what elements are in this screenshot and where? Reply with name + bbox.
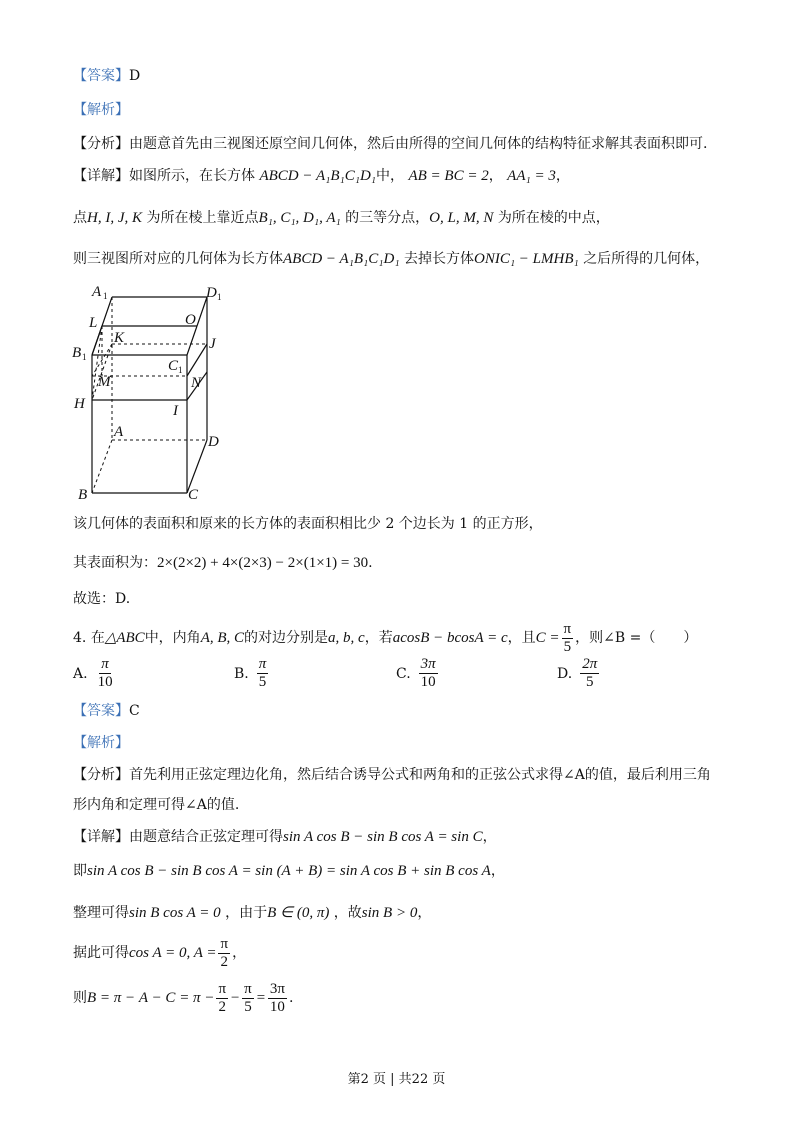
label-c1: C [168, 358, 179, 374]
label-n: N [191, 375, 202, 391]
edge-o-c1 [187, 326, 197, 355]
q3-answer-line [73, 66, 140, 86]
q4-stem: 4. 在 △ABC 中，内角 A, B, C 的对边分别是 a, b, c ，若 acosB − bcosA = c ，且 C = $\frac{\pi}{5}$ ，则∠B =（ ） [73, 620, 698, 655]
q4-detail-line3: 整理可得sin B cos A = 0 ，由于B ∈ (0, π) ，故sin B > 0， [73, 905, 432, 921]
label-k: K [114, 330, 125, 346]
q4-analysis-line2: 形内角和定理可得∠A的值. [73, 797, 240, 813]
fraction-c: $\frac{\pi}{5}$ [563, 620, 572, 655]
label-m: M [98, 374, 111, 390]
label-d: D [208, 434, 219, 450]
label-d1: D [206, 285, 217, 301]
q4-detail-line2: 即sin A cos B − sin B cos A = sin (A + B) = sin A cos B + sin B cos A， [73, 863, 505, 879]
q3-detail-line2: 点H, I, J, K 为所在棱上靠近点B₁, C₁, D₁, A₁ 的三等分点，O, L, M, N 为所在棱的中点， [73, 210, 610, 226]
q3-detail-line3: 则三视图所对应的几何体为长方体ABCD − A₁B₁C₁D₁ 去掉长方体ONIC₁ − LMHB₁ 之后所得的几何体， [73, 251, 710, 267]
label-b1: B [72, 345, 82, 361]
option-c[interactable]: C. $\frac{3\pi}{10}$ [396, 656, 436, 690]
q4-analysis-line1: 【分析】首先利用正弦定理边化角，然后结合诱导公式和两角和的正弦公式求得∠A的值，最后利用三角 [73, 767, 711, 783]
page-footer: 第2 页 | 共22 页 [347, 1072, 446, 1087]
label-a: A [114, 424, 124, 440]
label-o: O [185, 312, 196, 328]
label-l: L [89, 315, 98, 331]
label-h: H [74, 396, 85, 412]
q4-detail-line4: 据此可得 cos A = 0, A = $\frac{\pi}{2}$ ， [73, 935, 247, 970]
q4-analysis-heading: 【解析】 [73, 735, 129, 751]
q3-conclusion: 故选：D. [73, 591, 131, 607]
answer-value: D [129, 68, 141, 84]
option-d[interactable]: D. $\frac{2\pi}{5}$ [557, 656, 598, 690]
option-a[interactable]: A. $\frac{\pi}{10}$ [73, 656, 113, 690]
svg-text:1: 1 [82, 352, 87, 362]
label-j: J [209, 336, 216, 352]
q3-analysis-heading: 【解析】 [73, 102, 129, 118]
svg-text:1: 1 [178, 365, 183, 375]
q3-analysis-line: 【分析】由题意首先由三视图还原空间几何体，然后由所得的空间几何体的结构特征求解其表面积即可. [73, 136, 708, 152]
edge-o-d1 [197, 297, 207, 326]
q4-detail-line1: 【详解】由题意结合正弦定理可得sin A cos B − sin B cos A = sin C， [73, 829, 497, 845]
q4-detail-line5: 则 B = π − A − C = π − $\frac{\pi}{2}$ − $\frac{\pi}{5}$ = $\frac{3\pi}{10}$ . [73, 980, 294, 1015]
label-b: B [78, 487, 88, 503]
q3-detail-line5: 其表面积为：2×(2×2) + 4×(2×3) − 2×(1×1) = 30. [73, 555, 373, 571]
option-b[interactable]: B. $\frac{\pi}{5}$ [234, 656, 267, 690]
edge-n-j [187, 344, 207, 376]
svg-text:1: 1 [217, 292, 222, 302]
answer-tag: 【答案】 [73, 68, 129, 84]
hidden-edge-km [92, 344, 112, 376]
label-c: C [188, 487, 199, 503]
q4-answer-line: 【答案】C [73, 703, 140, 719]
hidden-edge-ab [92, 440, 112, 493]
svg-text:1: 1 [103, 291, 108, 301]
cuboid-figure [70, 280, 230, 505]
edge-cd [187, 440, 207, 493]
label-a1: A [92, 284, 102, 300]
q3-detail-line1: 【详解】如图所示，在长方体 ABCD − A₁B₁C₁D₁中， AB = BC = 2， AA₁ = 3， [73, 168, 570, 184]
q3-detail-line4: 该几何体的表面积和原来的长方体的表面积相比少 2 个边长为 1 的正方形， [73, 516, 543, 532]
label-i: I [173, 403, 178, 419]
